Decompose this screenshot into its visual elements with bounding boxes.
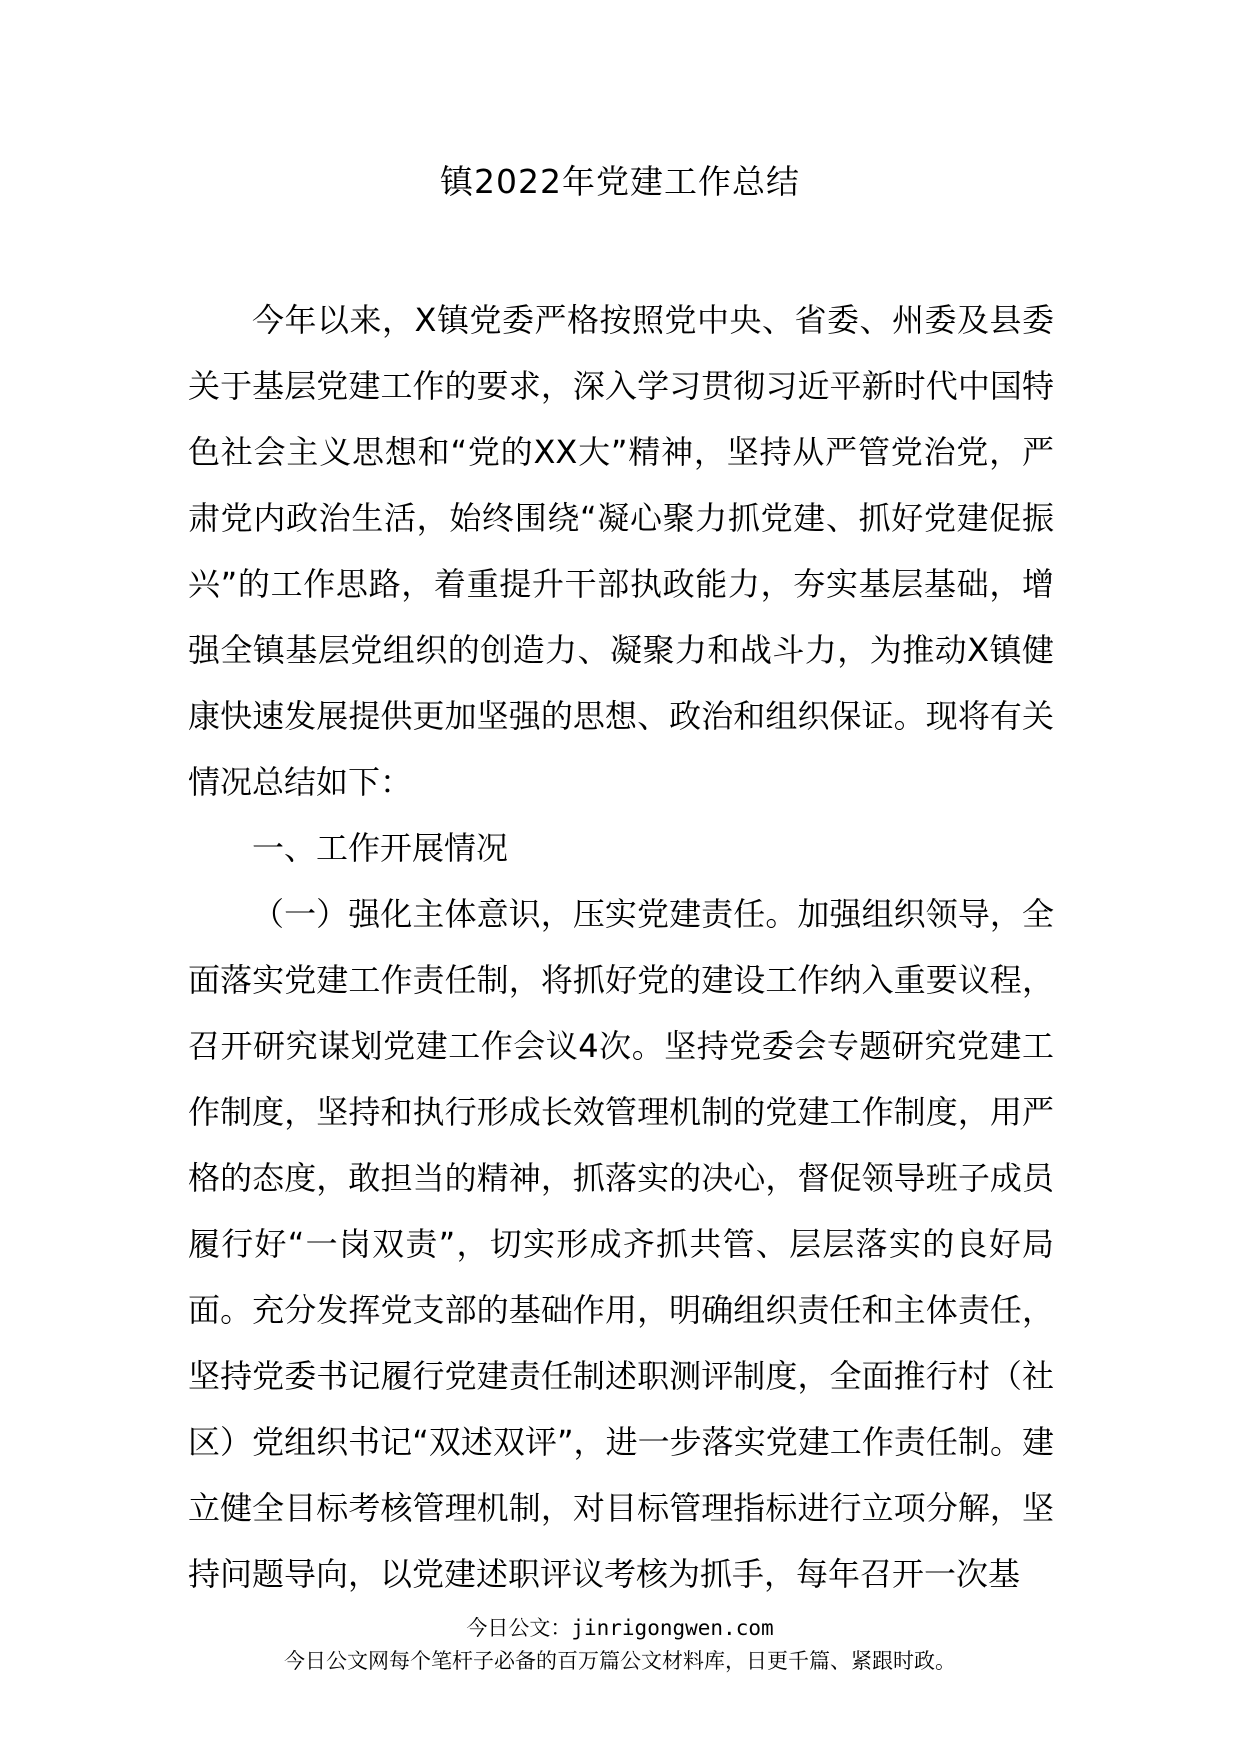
document-title: 镇2022年党建工作总结 [440, 162, 800, 201]
section-heading: 一、工作开展情况 [252, 829, 509, 867]
footer-prefix: 今日公文： [466, 1616, 572, 1640]
document-body [188, 287, 1054, 1607]
footer-source-line [0, 1612, 1240, 1645]
intro-paragraph: 今年以来，X镇党委严格按照党中央、省委、州委及县委关于基层党建工作的要求，深入学习贯彻习近平新时代中国特色社会主义思想和“党的XX大”精神，坚持从严管党治党，严肃党内政治生活，始终围绕“凝心聚力抓党建、抓好党建促振兴”的工作思路，着重提升干部执政能力，夯实基层基础，增强全镇基层党组织的创造力、凝聚力和战斗力，为推动X镇健康快速发展提供更加坚强的思想、政治和组织保证。现将有关情况总结如下： [188, 301, 1054, 801]
footer-slogan: 今日公文网每个笔杆子必备的百万篇公文材料库，日更千篇、紧跟时政。 [284, 1649, 956, 1673]
page-footer [0, 1612, 1240, 1678]
subsection-paragraph: （一）强化主体意识，压实党建责任。加强组织领导，全面落实党建工作责任制，将抓好党的建设工作纳入重要议程，召开研究谋划党建工作会议4次。坚持党委会专题研究党建工作制度，坚持和执行形成长效管理机制的党建工作制度，用严格的态度，敢担当的精神，抓落实的决心，督促领导班子成员履行好“一岗双责”，切实形成齐抓共管、层层落实的良好局面。充分发挥党支部的基础作用，明确组织责任和主体责任，坚持党委书记履行党建责任制述职测评制度，全面推行村（社区）党组织书记“双述双评”，进一步落实党建工作责任制。建立健全目标考核管理机制，对目标管理指标进行立项分解，坚持问题导向，以党建述职评议考核为抓手，每年召开一次基 [188, 895, 1054, 1593]
footer-site-link[interactable]: jinrigongwen.com [571, 1616, 774, 1640]
